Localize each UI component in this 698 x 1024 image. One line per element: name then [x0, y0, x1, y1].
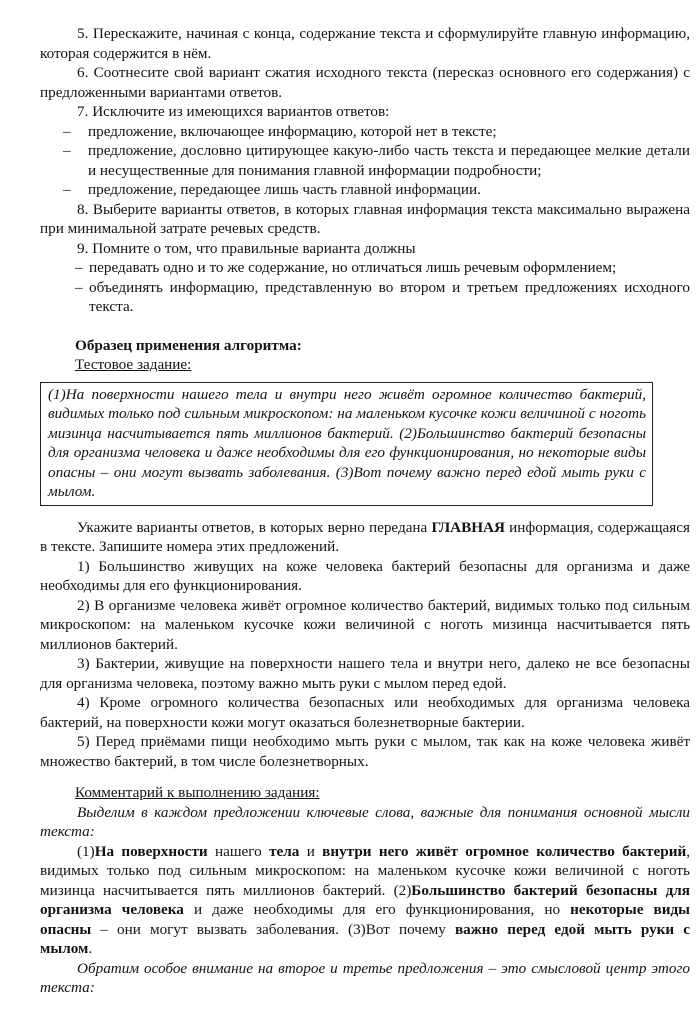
task-prompt: Укажите варианты ответов, в которых верно передана ГЛАВНАЯ информация, содержащаяся в тексте. Запишите номера этих предложений. [40, 518, 690, 555]
dash-bullet-icon: – [75, 259, 83, 276]
dash-bullet-icon: – [63, 122, 71, 140]
sample-subheading: Тестовое задание: [75, 356, 192, 373]
exclude-list [40, 122, 690, 200]
exclude-item: – предложение, дословно цитирующее какую-либо часть текста и передающее мелкие детали и несущественные для понимания главной информации подробности; [63, 142, 690, 179]
instruction-6: 6. Соотнесите свой вариант сжатия исходного текста (пересказ основного его содержания) с предложенными вариантами ответов. [40, 64, 690, 101]
instruction-5: 5. Перескажите, начиная с конца, содержание текста и сформулируйте главную информацию, которая содержится в нём. [40, 25, 690, 62]
comment-closing: Обратим особое внимание на второе и третье предложения – это смысловой центр этого текста: [40, 959, 690, 996]
remember-item: – объединять информацию, представленную во втором и третьем предложениях исходного текста. [75, 278, 690, 315]
main-emphasis: ГЛАВНАЯ [431, 518, 505, 536]
instruction-7: 7. Исключите из имеющихся вариантов ответов: [77, 103, 390, 120]
comment-highlighted-text: (1)На поверхности нашего тела и внутри него живёт огромное количество бактерий, видимых только под сильным микроскопом: на маленьком кусочке кожи величиной с ноготь мизинца насчитывается пять миллионов бактерий. (2)Большинство бактерий безопасны для организма человека и даже необходимы для его функционирования, но некоторые виды опасны – они могут вызвать заболевания. (3)Вот почему важно перед едой мыть руки с мылом. [40, 842, 691, 957]
dash-bullet-icon: – [63, 181, 71, 198]
exclude-item: – предложение, передающее лишь часть главной информации. [63, 181, 481, 198]
sample-text-box [40, 382, 653, 506]
document-page [40, 24, 690, 998]
dash-bullet-icon: – [63, 142, 71, 159]
sample-heading: Образец применения алгоритма: [75, 336, 302, 354]
dash-bullet-icon: – [75, 278, 83, 296]
answer-option-5: 5) Перед приёмами пищи необходимо мыть руки с мылом, так как на коже человека живёт множество бактерий, в том числе болезнетворных. [40, 733, 690, 770]
remember-list [40, 258, 690, 317]
spacer [40, 771, 690, 783]
remember-item: – передавать одно и то же содержание, но отличаться лишь речевым оформлением; [75, 259, 617, 276]
answer-option-1: 1) Большинство живущих на коже человека бактерий безопасны для организма и даже необходимы для его функционирования. [40, 557, 690, 594]
sample-text: (1)На поверхности нашего тела и внутри него живёт огромное количество бактерий, видимых только под сильным микроскопом: на маленьком кусочке кожи величиной с ноготь мизинца насчитывается пять миллионов бактерий. (2)Большинство бактерий безопасны для организма человека и даже необходимы для его функционирования, но некоторые виды опасны – они могут вызвать заболевания. (3)Вот почему важно перед едой мыть руки с мылом. [48, 385, 646, 500]
comment-intro: Выделим в каждом предложении ключевые слова, важные для понимания основной мысли текста: [40, 803, 690, 840]
instruction-9: 9. Помните о том, что правильные варианта должны [77, 239, 416, 257]
spacer [40, 506, 690, 518]
answer-option-3: 3) Бактерии, живущие на поверхности нашего тела и внутри него, далеко не все безопасны для организма человека, поэтому важно мыть руки с мылом перед едой. [40, 655, 690, 692]
comment-heading: Комментарий к выполнению задания: [75, 784, 320, 801]
instruction-8: 8. Выберите варианты ответов, в которых главная информация текста максимально выражена при минимальной затрате речевых средств. [40, 200, 690, 237]
answer-option-2: 2) В организме человека живёт огромное количество бактерий, видимых только под сильным микроскопом: на маленьком кусочке кожи величиной с ноготь мизинца насчитывается пять миллионов бактерий. [40, 596, 690, 653]
answer-option-4: 4) Кроме огромного количества безопасных или необходимых для организма человека бактерий, на поверхности кожи могут оказаться болезнетворные бактерии. [40, 694, 690, 731]
exclude-item: – предложение, включающее информацию, которой нет в тексте; [63, 122, 497, 140]
